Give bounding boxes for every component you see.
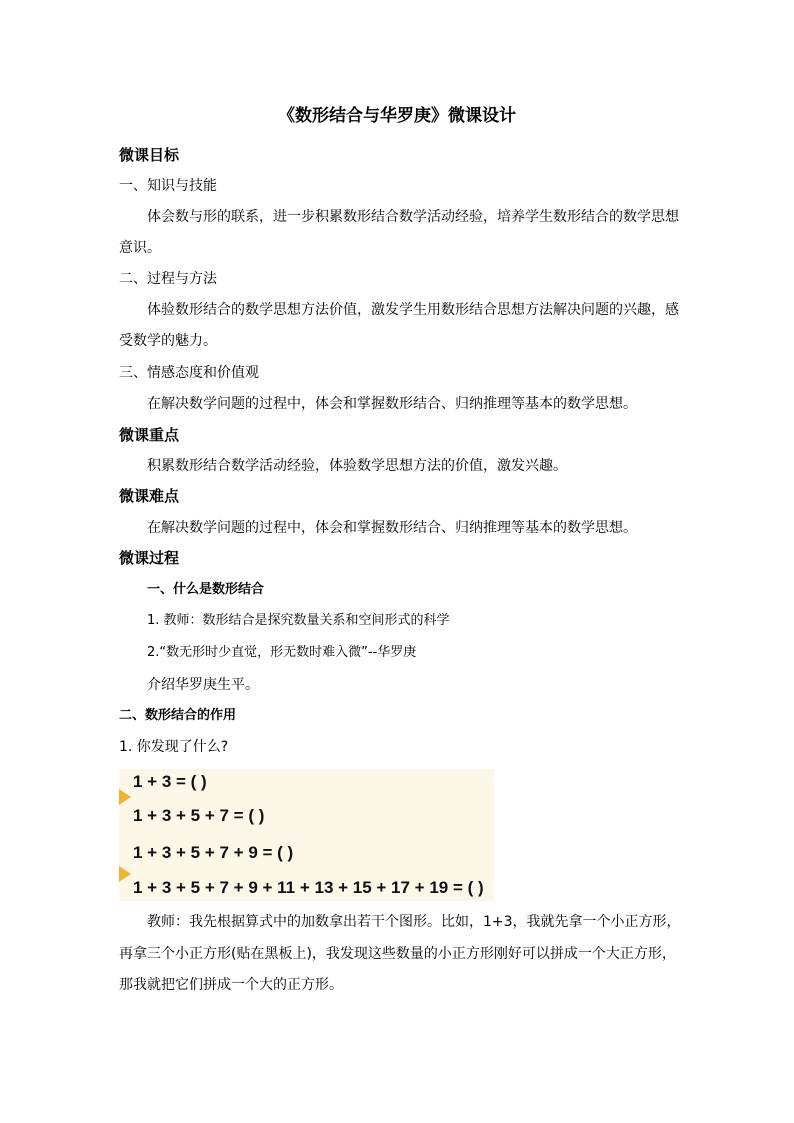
difficulty-text: 在解决数学问题的过程中，体会和掌握数形结合、归纳推理等基本的数学思想。 xyxy=(147,520,637,536)
process-item1: 1. 教师：数形结合是探究数量关系和空间形式的科学 xyxy=(147,613,450,628)
section-goals-heading: 微课目标 xyxy=(119,146,180,164)
goal1-text-line1: 体会数与形的联系，进一步积累数形结合数学活动经验，培养学生数形结合的数学思想 xyxy=(147,209,679,225)
goal3-heading: 三、情感态度和价值观 xyxy=(119,365,259,381)
equation-row: 1 + 3 + 5 + 7 + 9 = ( ) xyxy=(133,843,294,862)
document-title: 《数形结合与华罗庚》微课设计 xyxy=(278,106,516,126)
triangle-marker-icon xyxy=(119,866,131,882)
equation-image xyxy=(119,769,494,901)
equation-row: 1 + 3 + 5 + 7 + 9 + 11 + 13 + 15 + 17 + 19 = ( ) xyxy=(133,878,484,897)
goal2-heading: 二、过程与方法 xyxy=(119,271,217,287)
process-item2: 2.“数无形时少直觉，形无数时难入微”--华罗庚 xyxy=(147,645,417,660)
goal2-text-line2: 受数学的魅力。 xyxy=(119,333,217,349)
section-process-heading: 微课过程 xyxy=(119,549,180,567)
process-item3: 介绍华罗庚生平。 xyxy=(147,677,259,693)
teacher-text-line2: 再拿三个小正方形(贴在黑板上)，我发现这些数量的小正方形刚好可以拼成一个大正方形， xyxy=(119,946,676,962)
equation-row: 1 + 3 + 5 + 7 = ( ) xyxy=(133,806,265,825)
process-part1-heading: 一、什么是数形结合 xyxy=(147,582,265,597)
key-text: 积累数形结合数学活动经验，体验数学思想方法的价值，激发兴趣。 xyxy=(147,458,567,474)
goal1-text-line2: 意识。 xyxy=(119,240,161,256)
teacher-text-line3: 那我就把它们拼成一个大的正方形。 xyxy=(119,977,343,993)
triangle-marker-icon xyxy=(119,789,131,805)
section-key-heading: 微课重点 xyxy=(119,426,180,444)
goal1-heading: 一、知识与技能 xyxy=(119,178,217,194)
equation-row: 1 + 3 = ( ) xyxy=(133,772,207,791)
question-text: 1. 你发现了什么? xyxy=(119,739,229,755)
goal2-text-line1: 体验数形结合的数学思想方法价值，激发学生用数形结合思想方法解决问题的兴趣，感 xyxy=(147,302,679,318)
section-difficulty-heading: 微课难点 xyxy=(119,487,180,505)
goal3-text: 在解决数学问题的过程中，体会和掌握数形结合、归纳推理等基本的数学思想。 xyxy=(147,396,637,412)
teacher-text-line1: 教师：我先根据算式中的加数拿出若干个图形。比如，1+3，我就先拿一个小正方形， xyxy=(147,914,681,930)
process-part2-heading: 二、数形结合的作用 xyxy=(119,708,237,723)
